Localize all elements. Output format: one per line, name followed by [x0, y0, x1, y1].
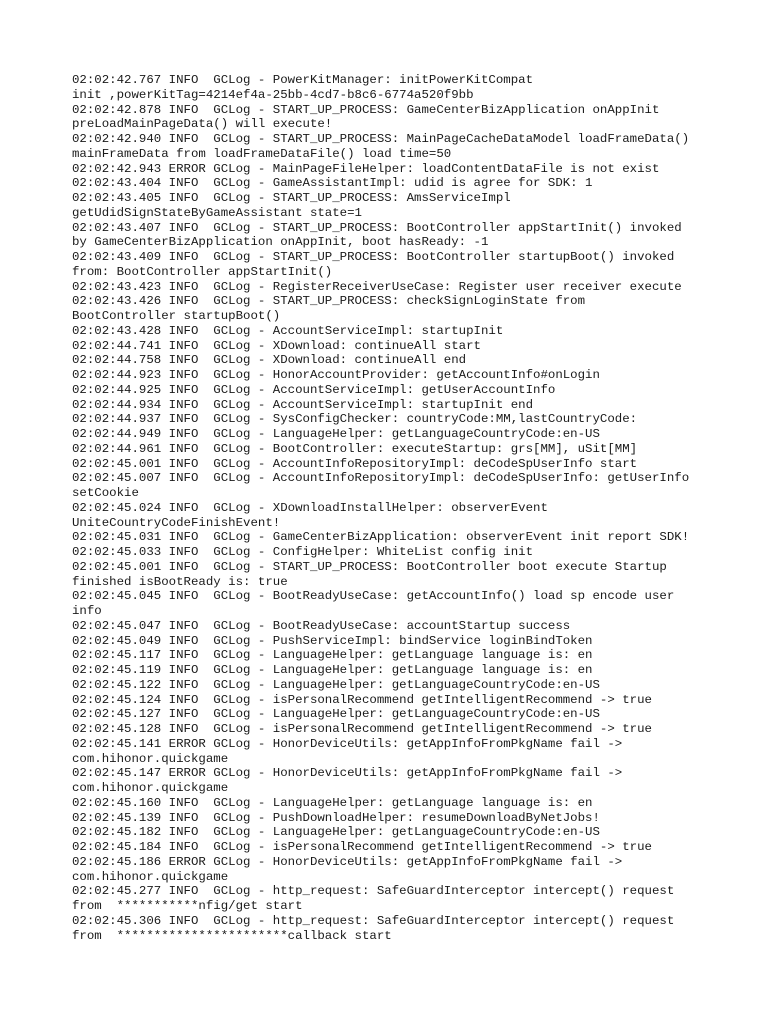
log-line: 02:02:45.182 INFO GCLog - LanguageHelper: getLanguageCountryCode:en-US [72, 825, 600, 840]
log-line: 02:02:45.119 INFO GCLog - LanguageHelper: getLanguage language is: en [72, 663, 593, 677]
log-line: 02:02:43.426 INFO GCLog - START_UP_PROCESS: checkSignLoginState from [72, 294, 586, 309]
log-line: 02:02:45.139 INFO GCLog - PushDownloadHelper: resumeDownloadByNetJobs! [72, 810, 600, 825]
log-line: info [72, 604, 102, 618]
log-line: com.hihonor.quickgame [72, 751, 229, 766]
log-line: 02:02:45.049 INFO GCLog - PushServiceImpl: bindService loginBindToken [72, 633, 593, 648]
log-line: by GameCenterBizApplication onAppInit, boot hasReady: -1 [72, 235, 489, 250]
log-line: 02:02:45.047 INFO GCLog - BootReadyUseCase: accountStartup success [72, 618, 571, 633]
log-line: 02:02:42.943 ERROR GCLog - MainPageFileHelper: loadContentDataFile is not exist [72, 161, 660, 176]
log-line: 02:02:45.160 INFO GCLog - LanguageHelper: getLanguage language is: en [72, 795, 593, 810]
log-line: 02:02:44.949 INFO GCLog - LanguageHelper: getLanguageCountryCode:en-US [72, 427, 600, 441]
log-line: 02:02:45.277 INFO GCLog - http_request: SafeGuardInterceptor intercept() request [72, 884, 675, 899]
log-line: 02:02:45.122 INFO GCLog - LanguageHelper: getLanguageCountryCode:en-US [72, 677, 600, 692]
log-line: 02:02:45.001 INFO GCLog - START_UP_PROCESS: BootController boot execute Startup [72, 559, 667, 574]
log-line: 02:02:44.937 INFO GCLog - SysConfigChecker: countryCode:MM,lastCountryCode: [72, 412, 638, 427]
log-line: BootController startupBoot() [72, 309, 281, 323]
log-line: preLoadMainPageData() will execute! [72, 117, 333, 132]
log-line: getUdidSignStateByGameAssistant state=1 [72, 205, 362, 220]
log-line: init ,powerKitTag=4214ef4a-25bb-4cd7-b8c6-6774a520f9bb [72, 87, 474, 102]
log-line: 02:02:44.934 INFO GCLog - AccountServiceImpl: startupInit end [72, 397, 534, 412]
log-line: 02:02:45.147 ERROR GCLog - HonorDeviceUtils: getAppInfoFromPkgName fail -> [72, 766, 623, 781]
log-line: 02:02:43.407 INFO GCLog - START_UP_PROCESS: BootController appStartInit() invoked [72, 220, 682, 235]
log-line: mainFrameData from loadFrameDataFile() load time=50 [72, 146, 452, 161]
log-line: 02:02:45.127 INFO GCLog - LanguageHelper: getLanguageCountryCode:en-US [72, 707, 600, 722]
log-line: from ***********nfig/get start [72, 899, 303, 913]
log-line: 02:02:43.428 INFO GCLog - AccountServiceImpl: startupInit [72, 323, 504, 338]
log-line: 02:02:44.925 INFO GCLog - AccountServiceImpl: getUserAccountInfo [72, 382, 556, 397]
log-line: 02:02:45.031 INFO GCLog - GameCenterBizApplication: observerEvent init report SDK! [72, 530, 690, 545]
log-line: 02:02:44.758 INFO GCLog - XDownload: continueAll end [72, 353, 467, 368]
log-line: from ***********************callback start [72, 928, 392, 943]
log-line: 02:02:43.423 INFO GCLog - RegisterReceiverUseCase: Register user receiver execute [72, 279, 682, 294]
log-line: finished isBootReady is: true [72, 574, 288, 589]
log-line: 02:02:45.184 INFO GCLog - isPersonalRecommend getIntelligentRecommend -> true [72, 840, 652, 854]
log-line: 02:02:45.024 INFO GCLog - XDownloadInstallHelper: observerEvent [72, 500, 548, 515]
log-line: 02:02:45.186 ERROR GCLog - HonorDeviceUtils: getAppInfoFromPkgName fail -> [72, 854, 623, 869]
log-line: com.hihonor.quickgame [72, 869, 229, 884]
log-line: 02:02:43.404 INFO GCLog - GameAssistantImpl: udid is agree for SDK: 1 [72, 176, 593, 191]
log-line: 02:02:45.007 INFO GCLog - AccountInfoRepositoryImpl: deCodeSpUserInfo: getUserInfo [72, 471, 690, 486]
log-line: 02:02:42.940 INFO GCLog - START_UP_PROCESS: MainPageCacheDataModel loadFrameData() [72, 132, 690, 146]
log-line: 02:02:45.141 ERROR GCLog - HonorDeviceUtils: getAppInfoFromPkgName fail -> [72, 736, 623, 751]
log-line: com.hihonor.quickgame [72, 781, 229, 795]
log-line: 02:02:42.878 INFO GCLog - START_UP_PROCESS: GameCenterBizApplication onAppInit [72, 102, 660, 117]
log-line: 02:02:45.306 INFO GCLog - http_request: SafeGuardInterceptor intercept() request [72, 913, 675, 928]
log-line: from: BootController appStartInit() [72, 264, 333, 279]
log-line: 02:02:42.767 INFO GCLog - PowerKitManager: initPowerKitCompat [72, 73, 534, 87]
log-line: 02:02:43.409 INFO GCLog - START_UP_PROCESS: BootController startupBoot() invoked [72, 250, 675, 264]
log-line: 02:02:45.117 INFO GCLog - LanguageHelper: getLanguage language is: en [72, 648, 593, 663]
log-line: UniteCountryCodeFinishEvent! [72, 515, 281, 530]
log-line: setCookie [72, 486, 139, 500]
log-line: 02:02:45.033 INFO GCLog - ConfigHelper: WhiteList config init [72, 545, 534, 559]
log-line: 02:02:45.124 INFO GCLog - isPersonalRecommend getIntelligentRecommend -> true [72, 692, 652, 707]
log-line: 02:02:44.961 INFO GCLog - BootController: executeStartup: grs[MM], uSit[MM] [72, 441, 638, 456]
log-line: 02:02:43.405 INFO GCLog - START_UP_PROCESS: AmsServiceImpl [72, 191, 511, 205]
log-line: 02:02:45.045 INFO GCLog - BootReadyUseCase: getAccountInfo() load sp encode user [72, 589, 675, 604]
log-text-block [72, 73, 722, 943]
log-line: 02:02:45.128 INFO GCLog - isPersonalRecommend getIntelligentRecommend -> true [72, 722, 652, 736]
log-line: 02:02:45.001 INFO GCLog - AccountInfoRepositoryImpl: deCodeSpUserInfo start [72, 456, 638, 471]
log-line: 02:02:44.741 INFO GCLog - XDownload: continueAll start [72, 338, 481, 353]
log-line: 02:02:44.923 INFO GCLog - HonorAccountProvider: getAccountInfo#onLogin [72, 368, 600, 382]
